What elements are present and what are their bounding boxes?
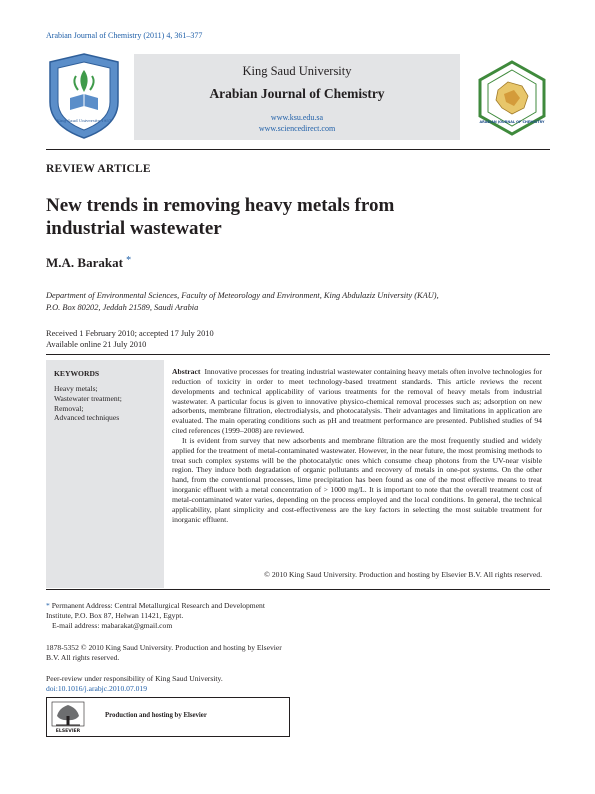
abstract-paragraph-2: It is evident from survey that new adsorbents and membrane filtration are the most frequently studied and widely applied for the treatment of metal-contaminated wastewater. However, in the near future, the most promising methods to treat such complex systems will be the photocatalytic ones which consume cheap photons from the UV-near visible region. They induce both degradation of organic pollutants and recovery of metals in one-pot systems. On the other hand, from the conventional processes, lime precipitation has been found as one of the most effective means to treat inorganic effluent with a metal concentration of > 1000 mg/L. It is important to note that the overall treatment cost of metal-contaminated water varies, depending on the process employed and the local conditions. In general, the technical applicability, plant simplicity and cost-effectiveness are the key factors in selecting the most suitable treatment for inorganic effluent.	[172, 435, 542, 524]
keyword-item: Wastewater treatment;	[54, 393, 122, 403]
abstract-top-divider	[46, 354, 550, 355]
received-date: Received 1 February 2010; accepted 17 July 2010	[46, 329, 214, 338]
ajc-logo-text: ARABIAN JOURNAL OF CHEMISTRY	[479, 120, 545, 124]
journal-emblem-icon	[474, 60, 550, 136]
peer-review-notice	[46, 674, 290, 694]
keyword-item: Heavy metals;	[54, 384, 98, 393]
author-footnote	[46, 601, 290, 632]
peer-review-text: Peer-review under responsibility of King Saud University.	[46, 674, 223, 683]
abstract-paragraph-1	[172, 367, 542, 436]
abstract-text-1: Innovative processes for treating industrial wastewater containing heavy metals often involve technologies for reduction of toxicity in order to meet technology-based treatment standards. This article reviews the recent developments and technical applicability of various treatments for the removal of heavy metals from industrial wastewater. A particular focus is given to innovative physico-chemical removal processes such as; adsorption on new adsorbents, membrane filtration, electrodialysis, and photocatalysis. Their advantages and limitations in application are evaluated. The main operating conditions such as pH and treatment performance are presented. Published studies of 94 cited references (1999–2008) are reviewed.	[172, 367, 542, 436]
keyword-item: Removal;	[54, 403, 84, 413]
author-text: M.A. Barakat	[46, 255, 123, 270]
footnote-mark: *	[46, 601, 50, 610]
ksu-url-link[interactable]: www.ksu.edu.sa	[270, 113, 324, 122]
header-divider	[46, 149, 550, 150]
author-footnote-link[interactable]: *	[126, 255, 132, 266]
journal-name: Arabian Journal of Chemistry	[209, 86, 385, 101]
footnote-address-text: Permanent Address: Central Metallurgical Research and Development Institute, P.O. Box 87, Helwan 11421, Egypt.	[46, 601, 265, 621]
article-title	[46, 194, 526, 240]
abstract-copyright: © 2010 King Saud University. Production and hosting by Elsevier B.V. All rights reserved.	[264, 570, 542, 579]
title-line-1: New trends in removing heavy metals from	[46, 195, 395, 216]
university-name: King Saud University	[242, 64, 352, 78]
author-email[interactable]: E-mail address: mabarakat@gmail.com	[52, 621, 173, 631]
sciencedirect-url-link[interactable]: www.sciencedirect.com	[258, 124, 336, 133]
author-affiliation	[46, 290, 546, 313]
elsevier-logo-label: ELSEVIER	[55, 729, 81, 734]
ksu-logo-text: King Saud University 1957	[56, 118, 112, 123]
elsevier-caption: Production and hosting by Elsevier	[105, 712, 207, 719]
footnote-address	[46, 601, 290, 621]
journal-citation: Arabian Journal of Chemistry (2011) 4, 361–377	[46, 31, 203, 40]
affiliation-line-2: P.O. Box 80202, Jeddah 21589, Saudi Arabia	[46, 302, 199, 312]
elsevier-tree-icon	[51, 701, 85, 734]
journal-masthead	[46, 52, 550, 142]
affiliation-line-1: Department of Environmental Sciences, Faculty of Meteorology and Environment, King Abdulaziz University (KAU),	[46, 291, 439, 300]
author-name	[46, 255, 131, 271]
doi-link[interactable]: doi:10.1016/j.arabjc.2010.07.019	[46, 684, 148, 694]
elsevier-banner	[46, 697, 290, 737]
abstract-bottom-divider	[46, 589, 550, 590]
keywords-panel	[46, 360, 164, 588]
article-dates	[46, 328, 214, 350]
issn-copyright: 1878-5352 © 2010 King Saud University. Production and hosting by Elsevier B.V. All rights reserved.	[46, 643, 282, 663]
abstract-body	[172, 367, 542, 525]
article-type: REVIEW ARTICLE	[46, 163, 151, 175]
masthead-panel	[134, 54, 460, 140]
available-date: Available online 21 July 2010	[46, 340, 147, 349]
keyword-item: Advanced techniques	[54, 413, 120, 423]
ksu-logo	[46, 52, 122, 140]
abstract-label: Abstract	[172, 367, 201, 376]
title-line-2: industrial wastewater	[46, 218, 222, 239]
keywords-title: KEYWORDS	[54, 369, 100, 378]
